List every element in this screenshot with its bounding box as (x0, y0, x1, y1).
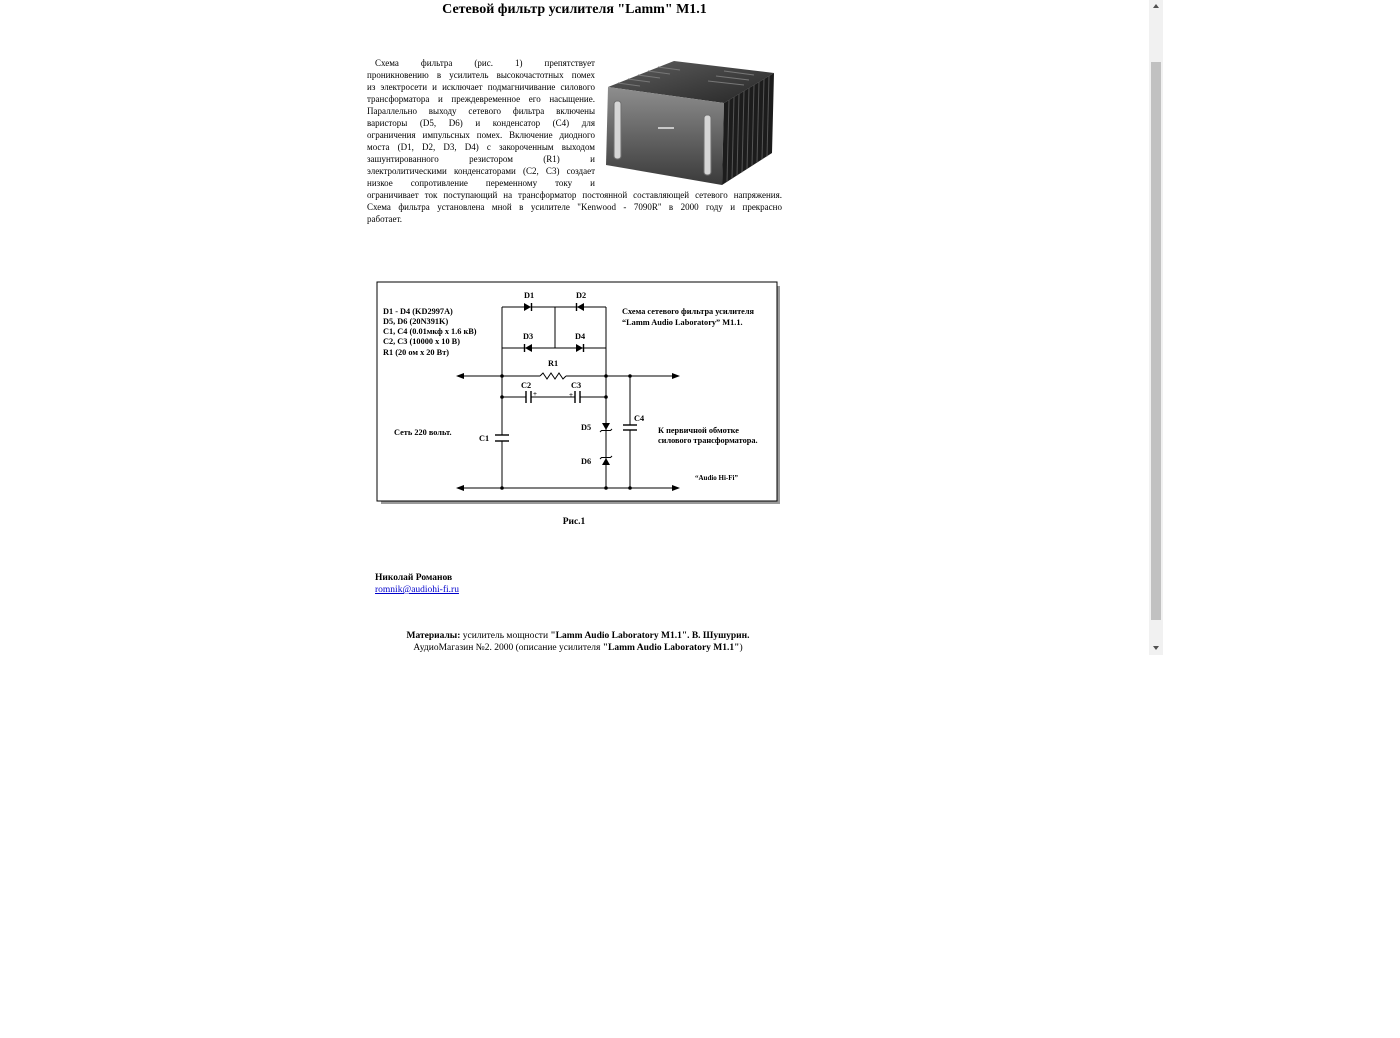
footer-line (338, 642, 818, 654)
triangle-down-icon (1153, 646, 1159, 650)
scroll-up-button[interactable] (1149, 0, 1163, 14)
output-label-line: силового трансформатора. (658, 436, 758, 445)
article-line: ограничивает ток поступающий на трансформатор постоянной составляющей сетевого напряжения. (367, 190, 782, 200)
label-c1: C1 (479, 434, 490, 443)
footer-source: "Lamm Audio Laboratory M1.1". В. Шушурин. (550, 631, 750, 641)
author-block (375, 572, 459, 596)
author-name: Николай Романов (375, 573, 453, 583)
label-c3-plus: + (569, 391, 573, 399)
article-line: Схема фильтра установлена мной в усилителе "Kenwood - 7090R" в 2000 году и прекрасно (367, 202, 782, 212)
scroll-down-button[interactable] (1149, 641, 1163, 655)
label-d3: D3 (523, 332, 534, 341)
article-line: низкое сопротивление переменному току и (367, 178, 595, 188)
schematic-caption-line: “Lamm Audio Laboratory” M1.1. (622, 318, 743, 327)
parts-list-item: C2, C3 (10000 х 10 В) (383, 337, 460, 346)
left-handle (614, 101, 621, 159)
footer-line (338, 630, 818, 642)
label-d4: D4 (575, 332, 586, 341)
page-title: Сетевой фильтр усилителя "Lamm" M1.1 (442, 2, 707, 17)
filter-schematic (376, 280, 782, 506)
article-line: из электросети и исключает подмагничивание силового (367, 82, 595, 92)
article-line: проникновению в усилитель высокочастотных помех (367, 70, 595, 80)
label-r1: R1 (548, 359, 559, 368)
article-line: варисторы (D5, D6) и конденсатор (C4) для (367, 118, 595, 128)
article-line: Параллельно выходу сетевого фильтра включены (367, 106, 595, 116)
author-email-link[interactable]: romnik@audiohi-fi.ru (375, 585, 459, 595)
output-label-line: К первичной обмотке (658, 426, 739, 435)
footer-materials-label: Материалы: (406, 631, 461, 641)
vertical-scrollbar[interactable] (1149, 0, 1163, 655)
label-c2: C2 (521, 381, 532, 390)
label-d5: D5 (581, 423, 592, 432)
article-line: моста (D1, D2, D3, D4) с закороченным выходом (367, 142, 595, 152)
schematic-caption-line: Схема сетевого фильтра усилителя (622, 307, 754, 316)
parts-list-item: D5, D6 (20N391K) (383, 317, 449, 326)
label-c2-plus: + (533, 390, 537, 398)
article-line: ограничения импульсных помех. Включение диодного (367, 130, 595, 140)
article-line: зашунтированного резистором (R1) и (367, 154, 595, 164)
footer-tail: ) (739, 643, 743, 653)
right-handle (704, 115, 711, 175)
label-c4: C4 (634, 414, 645, 423)
materials-footer (338, 630, 818, 654)
scrollbar-thumb[interactable] (1151, 62, 1161, 620)
parts-list-item: D1 - D4 (KD2997A) (383, 307, 453, 316)
label-d6: D6 (581, 457, 592, 466)
parts-list-item: C1, C4 (0.01мкф х 1.6 кВ) (383, 327, 477, 336)
footer-text: АудиоМагазин №2. 2000 (описание усилителя (413, 643, 603, 653)
front-panel-badge (658, 127, 674, 129)
article-line: трансформатора и преждевременное его насыщение. (367, 94, 595, 104)
footer-text: усилитель мощности (460, 631, 551, 641)
schematic-credit: “Audio Hi-Fi” (695, 474, 738, 482)
amplifier-photo (604, 57, 775, 188)
mains-input-label: Сеть 220 вольт. (394, 428, 452, 437)
article-line: электролитическими конденсаторами (C2, C3) создает (367, 166, 595, 176)
parts-list-item: R1 (20 ом х 20 Вт) (383, 348, 450, 357)
article-line: работает. (367, 214, 402, 224)
footer-title: "Lamm Audio Laboratory M1.1" (602, 643, 740, 653)
triangle-up-icon (1153, 4, 1159, 8)
label-d2: D2 (576, 291, 587, 300)
article-line: Схема фильтра (рис. 1) препятствует (375, 58, 595, 68)
figure-caption: Рис.1 (562, 517, 586, 527)
label-d1: D1 (524, 291, 535, 300)
label-c3: C3 (571, 381, 582, 390)
